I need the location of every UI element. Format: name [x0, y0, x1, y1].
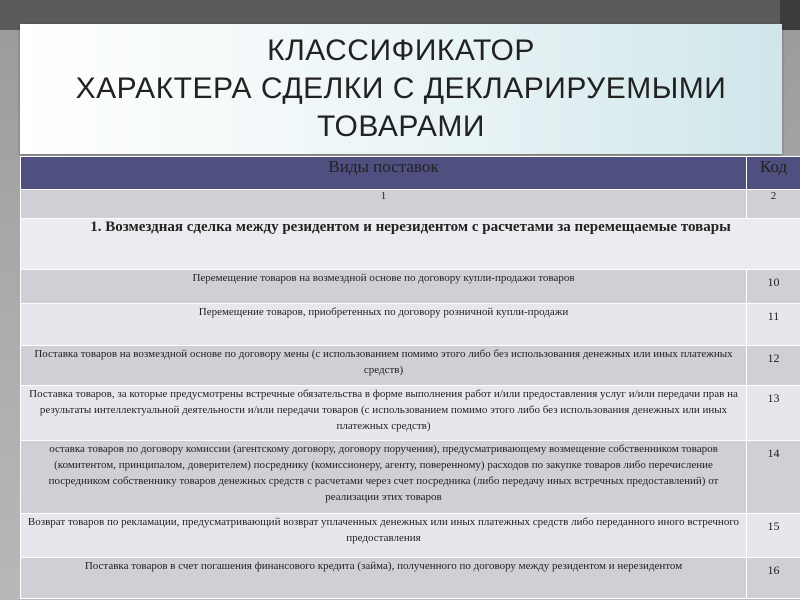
row-code: 14	[747, 441, 800, 514]
table-row	[21, 386, 800, 441]
row-description: оставка товаров по договору комиссии (агентскому договору, договору поручения), предусматривающему возмещение собственником товаров (комитентом, принципалом, доверителем) посреднику (комиссионеру, агенту, поверенному) расходов по закупке товаров либо перечисление посредником собственнику товаров денежных средств с расчетами через счет посредника (либо передачу иных встречных предоставлений) от реализации этих товаров	[21, 441, 747, 514]
table-row	[21, 270, 800, 304]
section-row	[21, 219, 800, 270]
table-row	[21, 304, 800, 346]
row-description: Перемещение товаров на возмездной основе по договору купли-продажи товаров	[21, 270, 747, 304]
row-code: 12	[747, 346, 800, 386]
row-code: 10	[747, 270, 800, 304]
column-number-row	[21, 190, 800, 219]
table-row	[21, 441, 800, 514]
header-code: Код	[747, 157, 800, 190]
section-title: 1. Возмездная сделка между резидентом и нерезидентом с расчетами за перемещаемые товары	[21, 219, 800, 270]
row-code: 11	[747, 304, 800, 346]
row-description: Возврат товаров по рекламации, предусматривающий возврат уплаченных денежных или иных платежных средств либо переданного иного встречного предоставления	[21, 514, 747, 558]
table-row	[21, 514, 800, 558]
row-description: Перемещение товаров, приобретенных по договору розничной купли-продажи	[21, 304, 747, 346]
slide-top-accent	[780, 0, 800, 30]
table-header-row	[21, 157, 800, 190]
row-code: 13	[747, 386, 800, 441]
table-row	[21, 558, 800, 599]
row-description: Поставка товаров, за которые предусмотрены встречные обязательства в форме выполнения работ и/или предоставления услуг и/или передачи прав на результаты интеллектуальной деятельности и/или передачи товаров (с использованием помимо этого либо без использования денежных или иных платежных средств)	[21, 386, 747, 441]
classifier-table	[20, 156, 800, 599]
column-number-2: 2	[747, 190, 800, 219]
title-line-2: ХАРАКТЕРА СДЕЛКИ С ДЕКЛАРИРУЕМЫМИ	[75, 72, 727, 105]
slide-title-box	[20, 24, 782, 154]
table-row	[21, 346, 800, 386]
title-line-1: КЛАССИФИКАТОР	[267, 34, 535, 67]
row-description: Поставка товаров в счет погашения финансового кредита (займа), полученного по договору между резидентом и нерезидентом	[21, 558, 747, 599]
row-code: 15	[747, 514, 800, 558]
row-code: 16	[747, 558, 800, 599]
column-number-1: 1	[21, 190, 747, 219]
title-line-3: ТОВАРАМИ	[317, 110, 485, 143]
row-description: Поставка товаров на возмездной основе по договору мены (с использованием помимо этого либо без использования денежных или иных платежных средств)	[21, 346, 747, 386]
header-supply-types: Виды поставок	[21, 157, 747, 190]
